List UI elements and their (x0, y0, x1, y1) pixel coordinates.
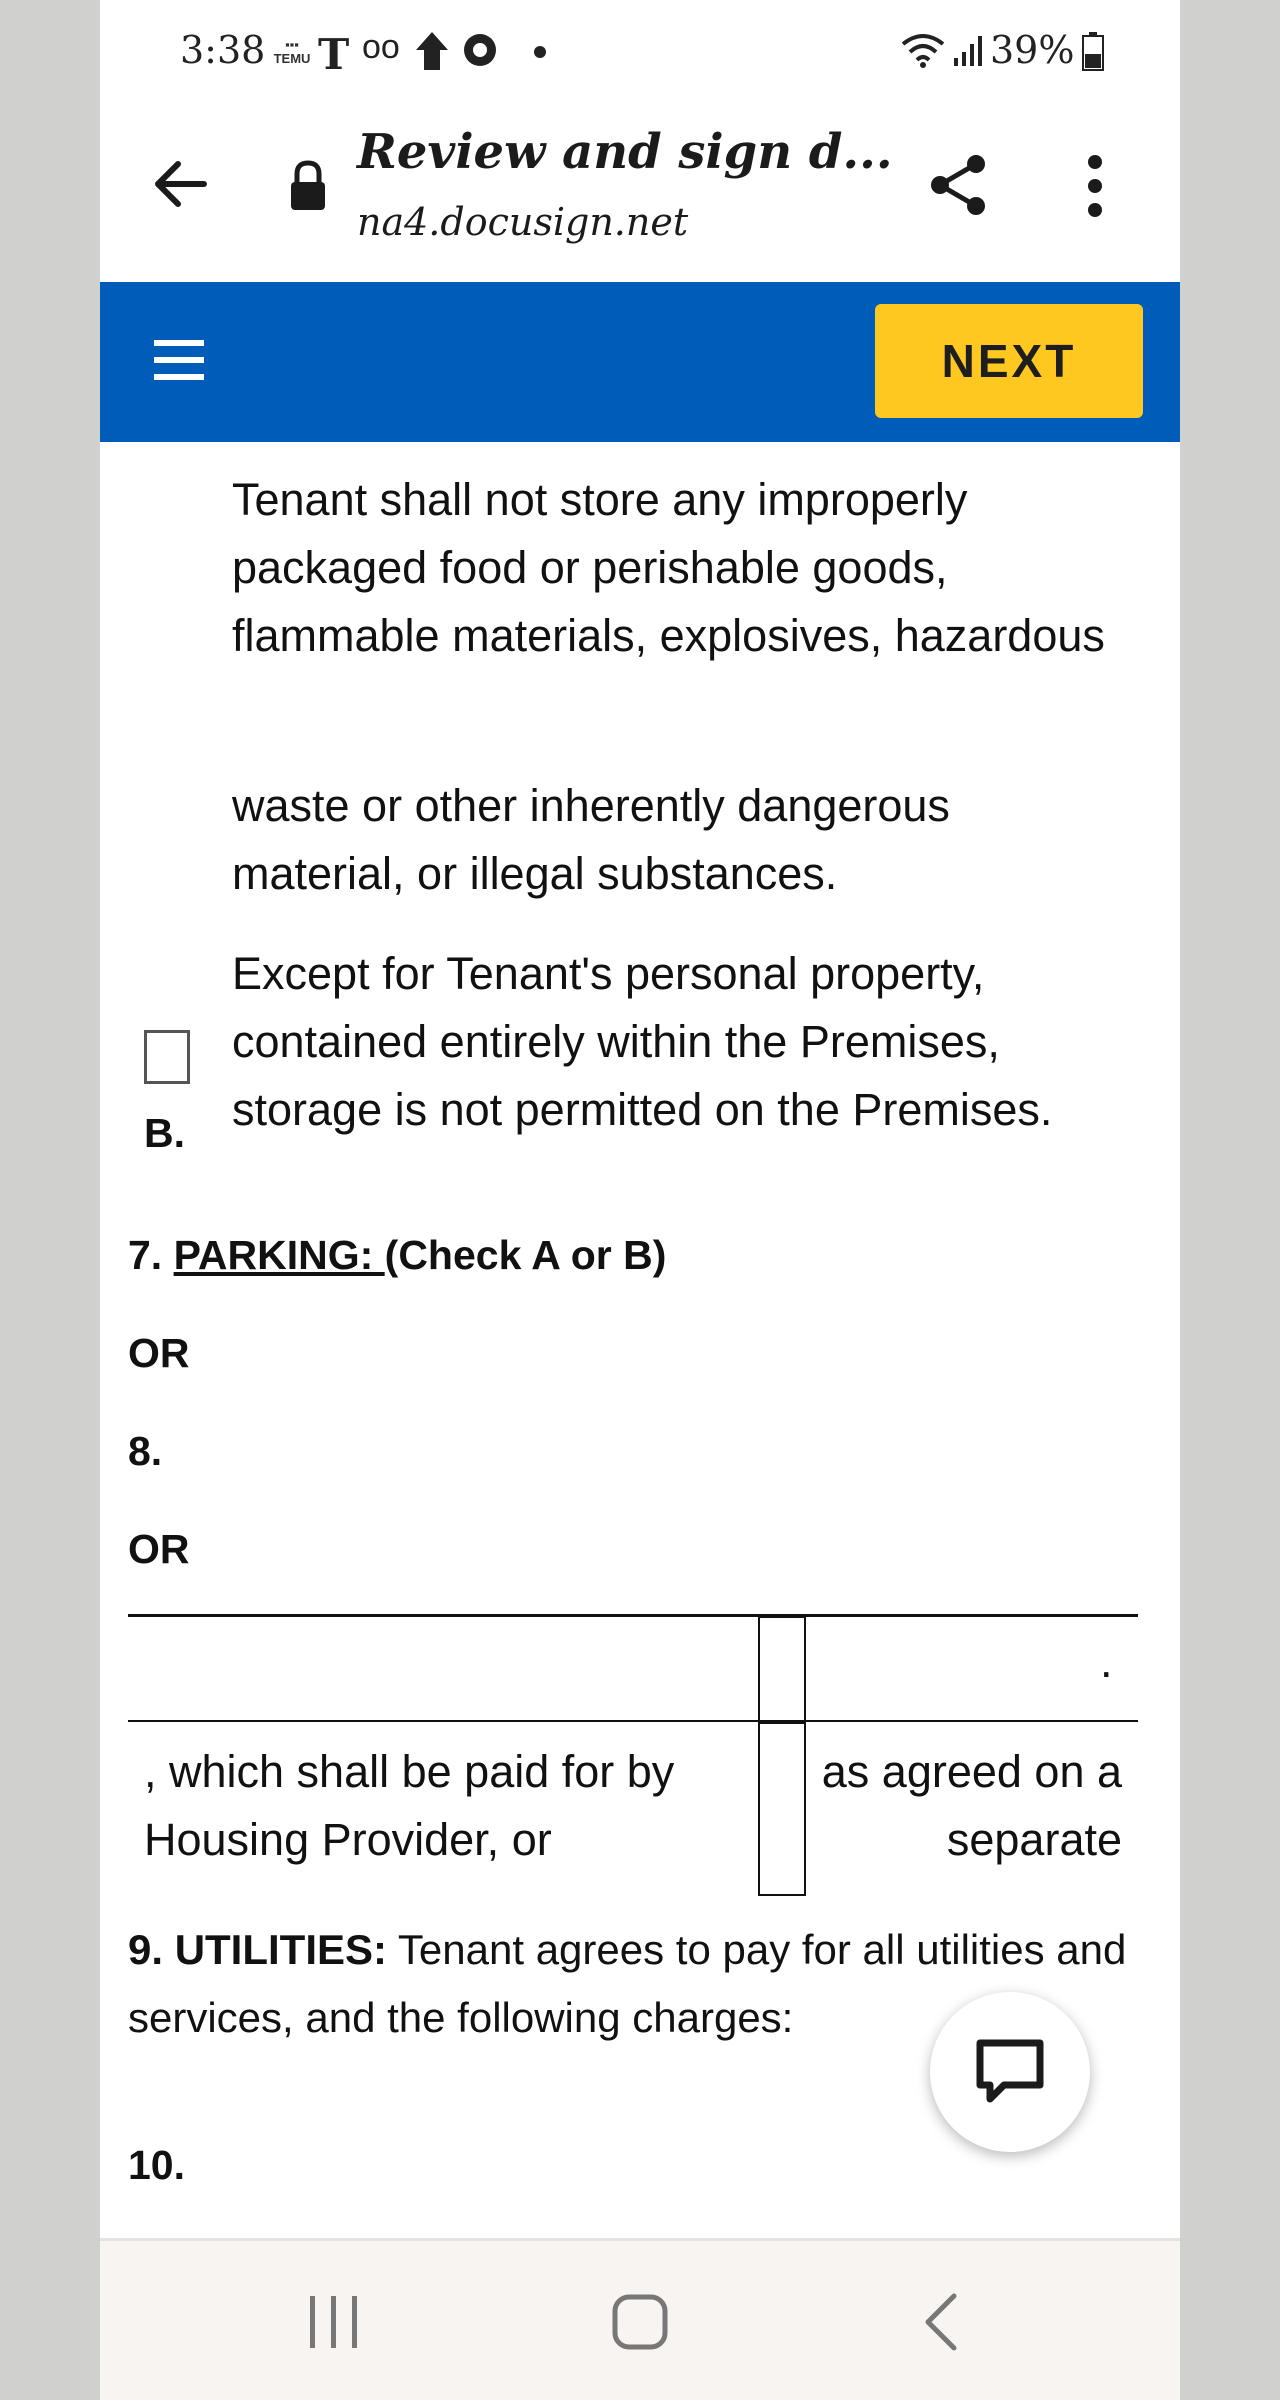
table-left-text: , which shall be paid for by Housing Provider, or (144, 1746, 675, 1865)
recent-apps-icon (308, 2294, 360, 2350)
back-button[interactable] (840, 2241, 1040, 2400)
table-right-text: as agreed on a separate (821, 1746, 1122, 1865)
page-url[interactable]: na4.docusign.net (357, 200, 689, 244)
back-arrow-icon[interactable] (150, 154, 210, 214)
table-row-divider (128, 1720, 1138, 1722)
section-7-instruction: (Check A or B) (384, 1232, 667, 1278)
home-icon (612, 2294, 668, 2350)
voicemail-icon: oo (362, 28, 400, 66)
browser-bar (100, 110, 1180, 282)
upload-icon (414, 30, 450, 72)
table-period: . (1100, 1636, 1113, 1687)
chrome-icon (462, 32, 498, 68)
section-7-title: PARKING: (173, 1232, 385, 1278)
back-icon (920, 2292, 960, 2352)
docusign-toolbar (100, 282, 1180, 442)
temu-icon: ▪▪▪ TEMU (273, 37, 311, 66)
or-label-1: OR (128, 1330, 190, 1376)
section-10-number: 10. (128, 2142, 185, 2188)
storage-paragraph-2: waste or other inherently dangerous material, or illegal substances. (232, 780, 950, 899)
hamburger-menu-icon[interactable] (154, 338, 204, 382)
phone-screen (100, 0, 1180, 2400)
wifi-icon (900, 32, 946, 68)
storage-paragraph-1: Tenant shall not store any improperly packaged food or perishable goods, flammable materials, explosives, hazardous (232, 474, 1105, 661)
recent-apps-button[interactable] (234, 2241, 434, 2400)
storage-option-b-checkbox[interactable] (144, 1030, 190, 1084)
storage-option-b-text: Except for Tenant's personal property, contained entirely within the Premises, storage is not permitted on the Premises. (232, 948, 1053, 1135)
battery-icon (1082, 32, 1104, 72)
option-b-label: B. (144, 1110, 185, 1156)
lock-icon (288, 160, 328, 212)
share-icon[interactable] (926, 152, 990, 218)
next-button[interactable]: NEXT (875, 304, 1143, 418)
status-time: 3:38 (180, 28, 266, 72)
section-7-heading (128, 1232, 666, 1279)
chat-button[interactable] (930, 1992, 1090, 2152)
section-9-title: 9. UTILITIES: (128, 1926, 388, 1973)
or-label-2: OR (128, 1526, 190, 1572)
table-checkbox-cell-1[interactable] (758, 1616, 806, 1722)
section-7-number: 7. (128, 1232, 174, 1278)
dot-icon (534, 46, 546, 58)
section-9-text: Tenant agrees to pay for all utilities and services, and the following charges: (128, 1926, 1127, 2041)
navigation-bar (100, 2238, 1180, 2400)
page-title[interactable]: Review and sign d... (357, 124, 893, 180)
home-button[interactable] (540, 2241, 740, 2400)
more-vert-icon[interactable] (1085, 154, 1105, 218)
table-top-border (128, 1614, 1138, 1617)
status-bar (100, 0, 1180, 110)
signal-icon (952, 32, 986, 68)
document-content (100, 442, 1180, 2238)
section-8-number: 8. (128, 1428, 163, 1474)
chat-icon (974, 2037, 1046, 2107)
t-mobile-icon: T (318, 30, 350, 79)
table-checkbox-cell-2[interactable] (758, 1722, 806, 1896)
battery-percent: 39% (990, 28, 1075, 72)
